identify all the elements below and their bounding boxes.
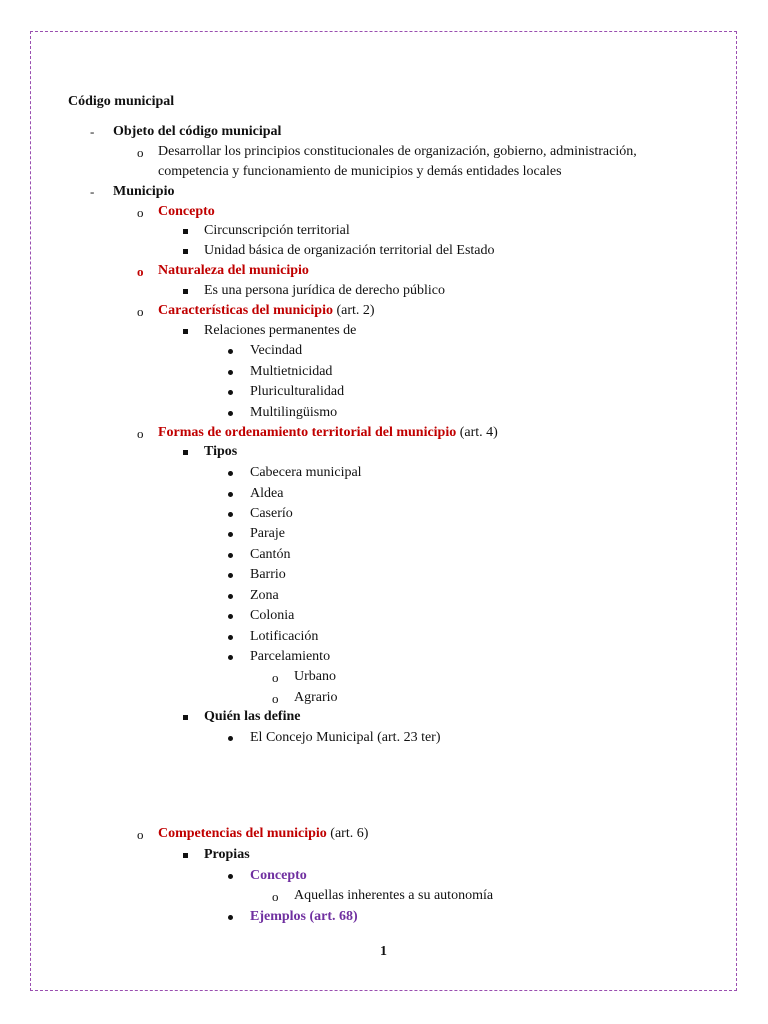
ejemplos-label: Ejemplos (art. 68) <box>250 909 358 924</box>
square-bullet <box>183 229 188 234</box>
list-item: Urbano <box>294 669 336 684</box>
list-item: Parcelamiento <box>250 649 331 664</box>
propias-label: Propias <box>204 847 250 862</box>
art-ref: (art. 2) <box>336 303 375 318</box>
round-bullet <box>228 874 233 879</box>
list-item: Multilingüismo <box>250 405 338 420</box>
list-item: Barrio <box>250 567 286 582</box>
objeto-text-line1: Desarrollar los principios constitucionales de organización, gobierno, administración, <box>158 144 637 159</box>
circle-marker: o <box>137 205 144 220</box>
round-bullet <box>228 411 233 416</box>
circle-marker: o <box>137 426 144 441</box>
circle-marker: o <box>272 670 279 685</box>
objeto-heading: Objeto del código municipal <box>113 124 282 139</box>
round-bullet <box>228 915 233 920</box>
naturaleza-heading: Naturaleza del municipio <box>158 263 309 278</box>
circle-marker: o <box>137 304 144 319</box>
competencias-line <box>158 824 368 844</box>
circle-marker: o <box>137 264 144 279</box>
list-item: Multietnicidad <box>250 364 333 379</box>
concepto-label: Concepto <box>250 868 307 883</box>
list-item: Cabecera municipal <box>250 465 362 480</box>
round-bullet <box>228 594 233 599</box>
list-item: Lotificación <box>250 629 319 644</box>
circle-marker: o <box>137 145 144 160</box>
round-bullet <box>228 349 233 354</box>
list-item: Caserío <box>250 506 293 521</box>
page-number: 1 <box>380 944 387 959</box>
list-item: Pluriculturalidad <box>250 384 345 399</box>
round-bullet <box>228 512 233 517</box>
relaciones-label: Relaciones permanentes de <box>204 323 357 338</box>
square-bullet <box>183 329 188 334</box>
circle-marker: o <box>137 827 144 842</box>
round-bullet <box>228 532 233 537</box>
list-item: Paraje <box>250 526 285 541</box>
circle-marker: o <box>272 691 279 706</box>
competencias-heading: Competencias del municipio <box>158 826 327 841</box>
square-bullet <box>183 289 188 294</box>
municipio-heading: Municipio <box>113 184 175 199</box>
list-item: Es una persona jurídica de derecho público <box>204 283 446 298</box>
formas-line <box>158 423 498 443</box>
list-item: Unidad básica de organización territorial del Estado <box>204 243 495 258</box>
list-item: Vecindad <box>250 343 303 358</box>
caracteristicas-line <box>158 301 375 321</box>
document-title: Código municipal <box>68 94 175 109</box>
caracteristicas-heading: Características del municipio <box>158 303 333 318</box>
round-bullet <box>228 471 233 476</box>
objeto-text-line2: competencia y funcionamiento de municipios y demás entidades locales <box>158 164 562 179</box>
list-item: Colonia <box>250 608 295 623</box>
tipos-label: Tipos <box>204 444 238 459</box>
round-bullet <box>228 553 233 558</box>
list-item: Cantón <box>250 547 291 562</box>
art-ref: (art. 4) <box>459 425 498 440</box>
art-ref: (art. 6) <box>330 826 369 841</box>
square-bullet <box>183 715 188 720</box>
list-item: Agrario <box>294 690 338 705</box>
round-bullet <box>228 573 233 578</box>
round-bullet <box>228 635 233 640</box>
round-bullet <box>228 492 233 497</box>
concepto-heading: Concepto <box>158 204 215 219</box>
list-item: Aldea <box>250 486 284 501</box>
list-item: Circunscripción territorial <box>204 223 350 238</box>
dash-marker: - <box>90 184 95 199</box>
circle-marker: o <box>272 889 279 904</box>
round-bullet <box>228 614 233 619</box>
square-bullet <box>183 853 188 858</box>
round-bullet <box>228 655 233 660</box>
quien-label: Quién las define <box>204 709 301 724</box>
square-bullet <box>183 249 188 254</box>
list-item: El Concejo Municipal (art. 23 ter) <box>250 730 441 745</box>
list-item: Aquellas inherentes a su autonomía <box>294 888 494 903</box>
round-bullet <box>228 390 233 395</box>
round-bullet <box>228 370 233 375</box>
formas-heading: Formas de ordenamiento territorial del municipio <box>158 425 457 440</box>
dash-marker: - <box>90 124 95 139</box>
square-bullet <box>183 450 188 455</box>
list-item: Zona <box>250 588 279 603</box>
round-bullet <box>228 736 233 741</box>
